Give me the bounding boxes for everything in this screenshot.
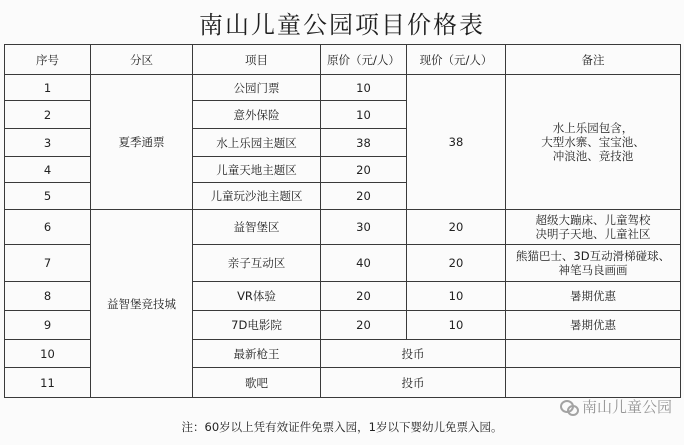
header-orig-price: 原价（元/人） <box>321 45 407 75</box>
header-now-price: 现价（元/人） <box>407 45 506 75</box>
cell-orig-price: 38 <box>321 129 407 157</box>
header-zone: 分区 <box>91 45 193 75</box>
cell-orig-price: 20 <box>321 157 407 183</box>
cell-item: 意外保险 <box>193 101 321 129</box>
cell-now-price: 20 <box>407 245 506 282</box>
cell-now-price: 20 <box>407 210 506 245</box>
cell-no: 1 <box>5 75 91 101</box>
cell-orig-price: 10 <box>321 101 407 129</box>
header-remark: 备注 <box>506 45 681 75</box>
header-no: 序号 <box>5 45 91 75</box>
cell-now-price: 10 <box>407 282 506 311</box>
cell-no: 10 <box>5 340 91 368</box>
cell-price-coin: 投币 <box>321 368 506 398</box>
cell-orig-price: 10 <box>321 75 407 101</box>
cell-item: 亲子互动区 <box>193 245 321 282</box>
footnote: 注：60岁以上凭有效证件免票入园，1岁以下婴幼儿免票入园。 <box>181 420 503 434</box>
cell-no: 2 <box>5 101 91 129</box>
cell-item: 最新枪王 <box>193 340 321 368</box>
cell-no: 7 <box>5 245 91 282</box>
watermark-text: 南山儿童公园 <box>581 398 672 416</box>
cell-orig-price: 40 <box>321 245 407 282</box>
cell-remark-summer: 水上乐园包含， 大型水寨、宝宝池、 冲浪池、竞技池 <box>506 75 681 210</box>
cell-orig-price: 20 <box>321 282 407 311</box>
wechat-icon <box>560 399 578 415</box>
cell-no: 11 <box>5 368 91 398</box>
table-row <box>5 75 681 101</box>
cell-remark <box>506 368 681 398</box>
cell-zone-summer: 夏季通票 <box>91 75 193 210</box>
cell-now-price: 10 <box>407 311 506 340</box>
cell-item: VR体验 <box>193 282 321 311</box>
cell-orig-price: 20 <box>321 311 407 340</box>
cell-no: 9 <box>5 311 91 340</box>
cell-item: 7D电影院 <box>193 311 321 340</box>
watermark <box>560 396 672 417</box>
cell-no: 8 <box>5 282 91 311</box>
cell-item: 歌吧 <box>193 368 321 398</box>
table-title: 南山儿童公园项目价格表 <box>199 10 485 39</box>
cell-remark: 暑期优惠 <box>506 311 681 340</box>
cell-item: 儿童天地主题区 <box>193 157 321 183</box>
cell-remark: 熊猫巴士、3D互动滑梯碰球、 神笔马良画画 <box>506 245 681 282</box>
cell-orig-price: 20 <box>321 183 407 210</box>
cell-no: 3 <box>5 129 91 157</box>
cell-no: 5 <box>5 183 91 210</box>
price-table <box>4 44 681 398</box>
cell-item: 儿童玩沙池主题区 <box>193 183 321 210</box>
cell-zone-yizhibao: 益智堡竞技城 <box>91 210 193 398</box>
cell-remark <box>506 340 681 368</box>
cell-now-price-summer: 38 <box>407 75 506 210</box>
cell-no: 6 <box>5 210 91 245</box>
header-row <box>5 45 681 75</box>
cell-price-coin: 投币 <box>321 340 506 368</box>
cell-remark: 暑期优惠 <box>506 282 681 311</box>
header-item: 项目 <box>193 45 321 75</box>
cell-remark: 超级大蹦床、儿童驾校 决明子天地、儿童社区 <box>506 210 681 245</box>
cell-no: 4 <box>5 157 91 183</box>
cell-orig-price: 30 <box>321 210 407 245</box>
cell-item: 益智堡区 <box>193 210 321 245</box>
cell-item: 水上乐园主题区 <box>193 129 321 157</box>
cell-item: 公园门票 <box>193 75 321 101</box>
table-row <box>5 210 681 245</box>
